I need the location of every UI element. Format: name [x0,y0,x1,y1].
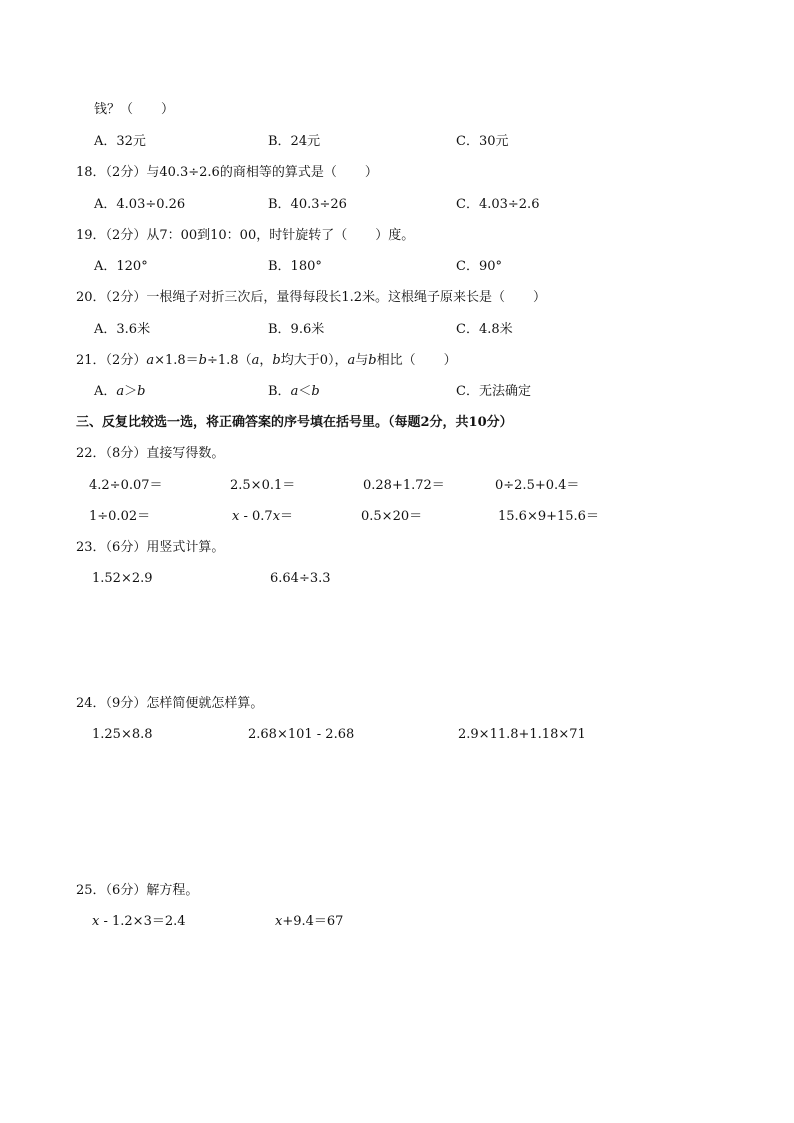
q21-option-c[interactable]: C．无法确定 [456,384,531,399]
q22-item-8: 15.6×9+15.6＝ [498,509,599,524]
q18-paren-close: ） [364,165,378,180]
q22-item-3: 0.28+1.72＝ [363,478,445,493]
var-a: a [347,353,356,368]
q22-item-6-mid: - 0.7 [239,509,273,524]
var-b: b [137,384,146,399]
q20-option-a[interactable]: A．3.6米 [94,322,151,337]
q22-stem: 22．（8分）直接写得数。 [76,446,225,461]
q21-comma: ， [259,353,273,368]
q21-paren-close: ） [443,353,457,368]
q24-item-1: 1.25×8.8 [92,727,153,742]
q17-continuation-text: 钱？（ [94,102,134,117]
q25-item-1-rest: - 1.2×3＝2.4 [99,914,186,929]
q20-paren-close: ） [533,290,547,305]
q21-expr1: ×1.8＝ [154,353,199,368]
q19-stem-end: ）度。 [375,228,415,243]
q21-stem [76,351,457,371]
q19-option-c[interactable]: C．90° [456,259,502,274]
var-b: b [368,353,377,368]
var-a: a [251,353,260,368]
section-3-heading: 三、反复比较选一选，将正确答案的序号填在括号里。（每题2分，共10分） [76,415,513,430]
q21-mid: 与 [355,353,369,368]
q22-item-1: 4.2÷0.07＝ [89,478,163,493]
q21-prefix: 21．（2分） [76,353,147,368]
q20-option-c[interactable]: C．4.8米 [456,322,513,337]
q17-option-a[interactable]: A．32元 [94,134,146,149]
var-x: x [232,509,240,524]
q19-option-a[interactable]: A．120° [94,259,148,274]
q19-option-b[interactable]: B．180° [268,259,322,274]
q25-stem: 25．（6分）解方程。 [76,883,199,898]
q18-option-b[interactable]: B．40.3÷26 [268,197,347,212]
var-b: b [311,384,320,399]
q21-expr2: ÷1.8（ [207,353,252,368]
q23-item-1: 1.52×2.9 [92,571,153,586]
q17-option-b[interactable]: B．24元 [268,134,321,149]
q18-stem-text: 18．（2分）与40.3÷2.6的商相等的算式是（ [76,165,337,180]
q24-stem: 24．（9分）怎样简便就怎样算。 [76,696,264,711]
q20-stem [76,288,546,308]
q22-item-7: 0.5×20＝ [361,509,423,524]
q17-paren-close: ） [161,102,175,117]
var-x: x [92,914,100,929]
q18-stem [76,163,378,183]
q24-item-3: 2.9×11.8+1.18×71 [458,727,586,742]
q22-item-6 [232,507,293,527]
q21-end: 相比（ [376,353,416,368]
q21-option-a-label: A． [94,384,117,399]
q19-stem [76,226,414,246]
q25-item-2-rest: +9.4＝67 [282,914,344,929]
q25-item-2 [275,912,343,932]
var-a: a [290,384,299,399]
q24-item-2: 2.68×101 - 2.68 [248,727,355,742]
q21-option-b-label: B． [268,384,291,399]
q21-option-a[interactable] [94,382,146,402]
q21-expr3: 均大于0）， [280,353,348,368]
q22-item-6-end: ＝ [280,509,294,524]
q17-option-c[interactable]: C．30元 [456,134,509,149]
less-than-symbol: ＜ [298,384,312,399]
greater-than-symbol: ＞ [124,384,138,399]
q19-stem-text: 19．（2分）从7：00到10：00，时针旋转了（ [76,228,348,243]
q23-stem: 23．（6分）用竖式计算。 [76,540,225,555]
var-b: b [272,353,281,368]
var-a: a [116,384,125,399]
q21-option-b[interactable] [268,382,320,402]
q22-item-5: 1÷0.02＝ [89,509,151,524]
q18-option-c[interactable]: C．4.03÷2.6 [456,197,540,212]
q22-item-4: 0÷2.5+0.4＝ [495,478,580,493]
var-x: x [275,914,283,929]
q20-stem-text: 20．（2分）一根绳子对折三次后，量得每段长1.2米。这根绳子原来长是（ [76,290,505,305]
q20-option-b[interactable]: B．9.6米 [268,322,325,337]
q17-continuation [94,100,174,120]
q25-item-1 [92,912,186,932]
var-a: a [146,353,155,368]
var-x: x [272,509,281,524]
q23-item-2: 6.64÷3.3 [270,571,331,586]
q22-item-2: 2.5×0.1＝ [230,478,296,493]
q18-option-a[interactable]: A．4.03÷0.26 [94,197,186,212]
var-b: b [198,353,207,368]
